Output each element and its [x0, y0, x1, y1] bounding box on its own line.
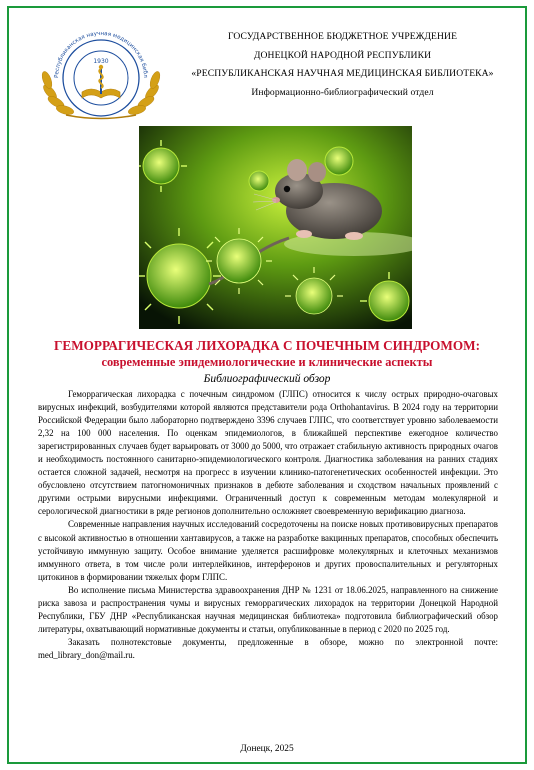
department-name: Информационно-библиографический отдел [251, 86, 434, 98]
document-body [38, 388, 498, 662]
org-line-3: «РЕСПУБЛИКАНСКАЯ НАУЧНАЯ МЕДИЦИНСКАЯ БИБЛИОТЕКА» [191, 68, 494, 79]
document-title: ГЕМОРРАГИЧЕСКАЯ ЛИХОРАДКА С ПОЧЕЧНЫМ СИНДРОМОМ: [54, 338, 480, 353]
document-type: Библиографический обзор [203, 373, 331, 385]
hero-illustration [139, 126, 412, 329]
body-paragraph: Современные направления научных исследований сосредоточены на поиске новых противовирусных препаратов с высокой активностью в отношении хантавирусов, а также на разработке вакцинных препаратов, способных обеспечить устойчивую иммунную защиту. Особое внимание уделяется расшифровке молекулярных и клеточных механизмов иммунного ответа, в том числе роли интерлейкинов, интерферонов и других провоспалительных и регуляторных цитокинов в формировании тяжелых форм ГЛПС. [38, 519, 498, 582]
body-paragraph: Геморрагическая лихорадка с почечным синдромом (ГЛПС) относится к числу острых природно-очаговых вирусных инфекций, возбудителями которой являются представители рода Orthohantavirus. В 2024 году на территории Российской Федерации было лабораторно подтверждено 3396 случаев ГЛПС, что соответствует уровню заболеваемости 2,32 на 100 000 населения. По оценкам эпидемиологов, в ближайшей перспективе ежегодное количество зарегистрированных случаев будет варьировать от 3000 до 5000, что отражает стабильную активность природных очагов и необходимость постоянного санитарно-эпидемиологического контроля. Диагностика заболевания на ранних стадиях остается сложной задачей, несмотря на прогресс в изучении клинико-патогенетических особенностей инфекции. Это обусловлено отсутствием патогномоничных признаков в дебюте заболевания и сходством начальных проявлений с другими острыми вирусными инфекциями. Ограниченный доступ к современным методам молекулярной и серологической диагностики в ряде регионов дополнительно осложняет своевременную верификацию диагноза. [38, 389, 498, 517]
place-and-year: Донецк, 2025 [240, 744, 294, 754]
rat-and-viruses-icon [139, 126, 412, 329]
org-line-2: ДОНЕЦКОЙ НАРОДНОЙ РЕСПУБЛИКИ [253, 49, 432, 61]
library-logo [36, 22, 166, 122]
logo-ring-text: Республиканская научная медицинская библ [53, 30, 149, 79]
document-subtitle: современные эпидемиологические и клинические аспекты [101, 355, 433, 369]
body-paragraph-contact: Заказать полнотекстовые документы, предложенные в обзоре, можно по электронной почте: med_library_don@mail.ru. [38, 636, 498, 660]
organization-header [170, 28, 515, 102]
logo-year: 1930 [93, 58, 109, 65]
body-paragraph: Во исполнение письма Министерства здравоохранения ДНР № 1231 от 18.06.2025, направленного на снижение риска завоза и распространения чумы и вирусных геморрагических лихорадок на территории Донецкой Народной Республики, ГБУ ДНР «Республиканская научная медицинская библиотека» подготовила библиографический обзор литературы, охватывающий нормативные документы и статьи, опубликованные в период с 2020 по 2025 год. [38, 584, 498, 634]
org-line-1: ГОСУДАРСТВЕННОЕ БЮДЖЕТНОЕ УЧРЕЖДЕНИЕ [227, 31, 458, 42]
